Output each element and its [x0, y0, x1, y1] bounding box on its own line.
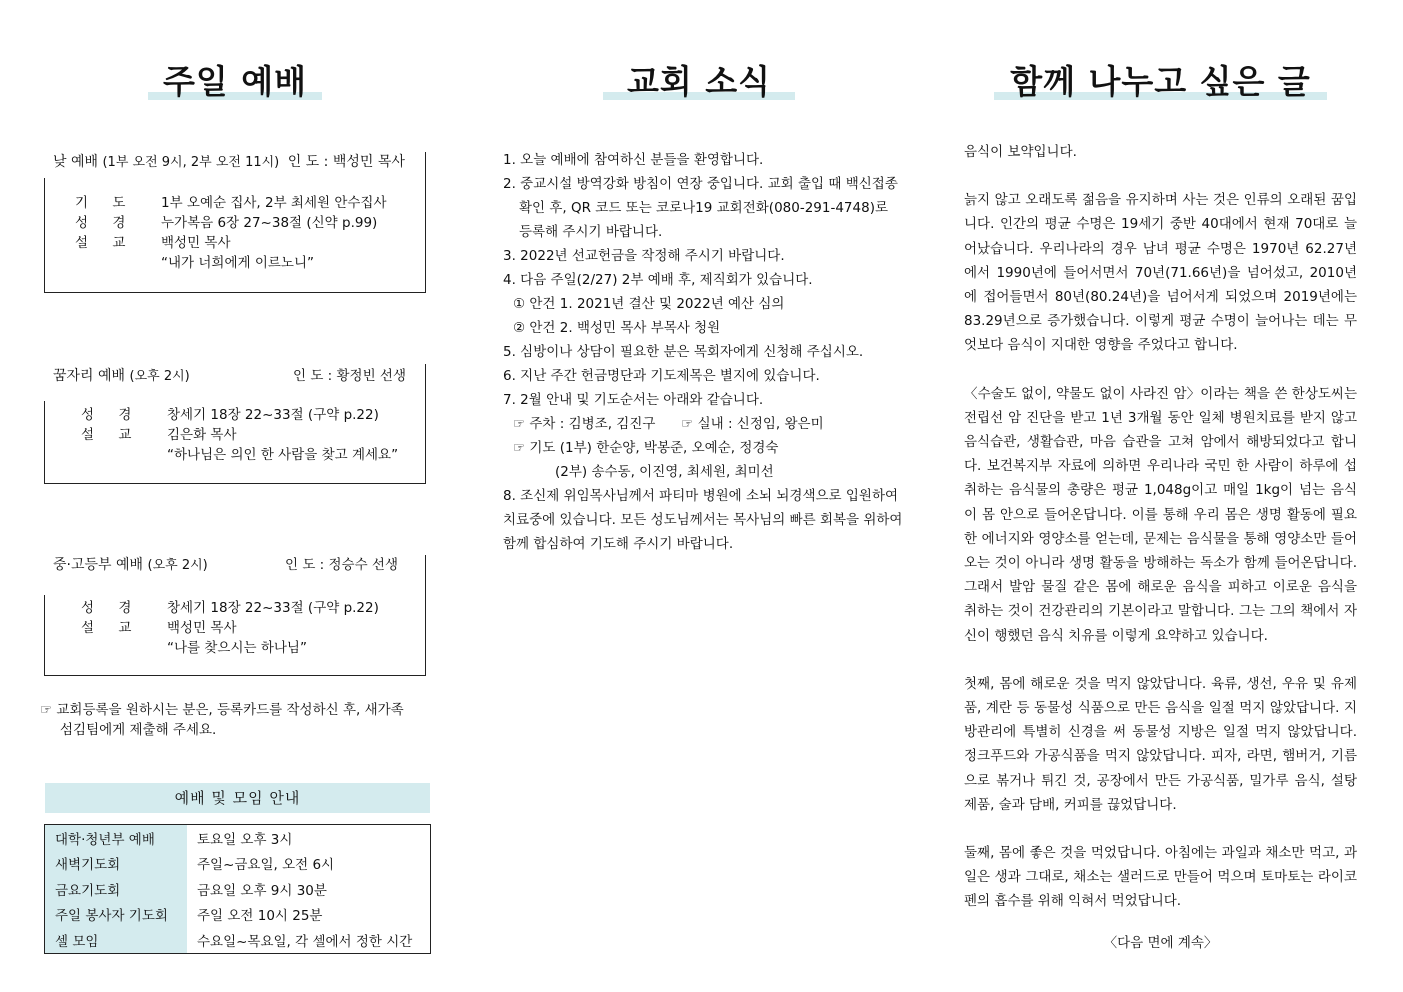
- row-scripture: [75, 213, 387, 233]
- news-line: 3. 2022년 선교헌금을 작정해 주시기 바랍니다.: [503, 248, 785, 264]
- heading-shared-writing: [994, 62, 1327, 102]
- news-line: 5. 심방이나 상담이 필요한 분은 목회자에게 신청해 주십시오.: [503, 344, 864, 360]
- guide-key: 셀 모임: [45, 927, 188, 953]
- row-key: 설 교: [81, 620, 142, 636]
- worship-time: (오후 2시): [147, 558, 208, 573]
- news-line: 2. 중교시설 방역강화 방침이 연장 중입니다. 교회 출입 때 백신접종: [503, 176, 898, 192]
- registration-note: [40, 700, 420, 740]
- news-line: ② 안건 2. 백성민 목사 부목사 청원: [513, 320, 721, 336]
- church-news-list: [503, 148, 903, 556]
- row-sermon-title: [75, 253, 387, 273]
- heading-title: 주일 예배: [162, 62, 307, 101]
- row-value: “하나님은 의인 한 사람을 찾고 계세요”: [167, 447, 399, 463]
- row-value: 김은화 목사: [167, 427, 237, 443]
- news-line: 함께 합심하여 기도해 주시기 바랍니다.: [503, 536, 734, 552]
- news-line: 4. 다음 주일(2/27) 2부 예배 후, 제직회가 있습니다.: [503, 272, 813, 288]
- row-value: 창세기 18장 22~33절 (구약 p.22): [167, 407, 379, 423]
- youth-worship-header: [44, 555, 426, 575]
- row-sermon: [75, 233, 387, 253]
- guide-value: 수요일~목요일, 각 셀에서 정한 시간: [197, 933, 413, 950]
- row-prayer: [75, 193, 387, 213]
- essay-paragraph: 음식이 보약입니다.: [964, 144, 1077, 160]
- box-border-left: [44, 595, 45, 676]
- row-key: 기 도: [75, 195, 136, 211]
- guide-table: [44, 824, 431, 954]
- heading-title: 함께 나누고 싶은 글: [1010, 62, 1311, 101]
- guide-value: 주일 오전 10시 25분: [197, 908, 323, 925]
- worship-time: (1부 오전 9시, 2부 오전 11시): [102, 155, 280, 170]
- row-scripture: [81, 405, 398, 425]
- row-value: “내가 너희에게 이르노니”: [161, 255, 314, 271]
- box-border-right: [425, 152, 426, 292]
- news-line: 등록해 주시기 바랍니다.: [519, 224, 663, 240]
- worship-title: 중·고등부 예배: [53, 557, 144, 573]
- row-key: 설 교: [75, 235, 136, 251]
- news-line: 1. 오늘 예배에 참여하신 분들을 환영합니다.: [503, 152, 764, 168]
- heading-sunday-worship: [148, 62, 322, 102]
- youth-worship-box: [44, 555, 426, 676]
- youth-worship-rows: [81, 598, 379, 658]
- heading-title: 교회 소식: [626, 62, 771, 101]
- worship-title: 꿈자리 예배: [53, 368, 126, 384]
- row-sermon-title: [81, 638, 379, 658]
- row-sermon: [81, 425, 398, 445]
- guide-key: 주일 봉사자 기도회: [45, 902, 188, 928]
- row-scripture: [81, 598, 379, 618]
- box-border-right: [425, 364, 426, 484]
- note-line: 섬김팀에게 제출해 주세요.: [60, 722, 217, 738]
- box-border-left: [44, 401, 45, 484]
- table-row: [45, 927, 431, 953]
- box-border-bottom: [44, 675, 426, 676]
- heading-church-news: [603, 62, 795, 102]
- row-value: 1부 오예순 집사, 2부 최세원 안수집사: [161, 195, 387, 211]
- guide-title: 예배 및 모임 안내: [45, 783, 430, 813]
- news-line: 6. 지난 주간 헌금명단과 기도제목은 별지에 있습니다.: [503, 368, 820, 384]
- day-worship-rows: [75, 193, 387, 273]
- dream-worship-rows: [81, 405, 398, 465]
- row-value: 창세기 18장 22~33절 (구약 p.22): [167, 600, 379, 616]
- worship-leader: 인 도 : 백성민 목사: [287, 154, 405, 170]
- news-line: ① 안건 1. 2021년 결산 및 2022년 예산 심의: [513, 296, 785, 312]
- row-value: 백성민 목사: [167, 620, 237, 636]
- row-value: 누가복음 6장 27~38절 (신약 p.99): [161, 215, 378, 231]
- table-row: [45, 851, 431, 877]
- table-row: [45, 825, 431, 851]
- news-line: (2부) 송수동, 이진영, 최세원, 최미선: [555, 464, 774, 480]
- day-worship-box: [44, 152, 426, 293]
- news-line: ☞ 기도 (1부) 한순양, 박봉준, 오예순, 정경숙: [513, 440, 779, 456]
- row-value: 백성민 목사: [161, 235, 231, 251]
- essay-paragraph: 〈수술도 없이, 약물도 없이 사라진 암〉이라는 책을 쓴 한상도씨는 전립선 암 진단을 받고 1년 3개월 동안 일체 병원치료를 받지 않고 음식습관, 생활습관, 마음 습관을 고쳐 암에서 해방되었다고 합니다. 보건복지부 자료에 의하면 우리나라 국민 한 사람이 하루에 섭취하는 음식물의 총량은 평균 1,048g이고 매일 1kg이 넘는 음식이 몸 안으로 들어온답니다. 이를 통해 우리 몸은 생명 활동에 필요한 에너지와 영양소를 얻는데, 문제는 음식물을 통해 영양소만 들어오는 것이 아니라 생명 활동을 방해하는 독소가 함께 들어온답니다. 그래서 발암 물질 같은 몸에 해로운 음식을 피하고 이로운 음식을 취하는 것이 건강관리의 기본이라고 말합니다. 그는 그의 책에서 자신이 행했던 음식 치유를 이렇게 요약하고 있습니다.: [964, 385, 1357, 644]
- day-worship-header: [44, 152, 426, 172]
- essay-paragraph: 둘째, 몸에 좋은 것을 먹었답니다. 아침에는 과일과 채소만 먹고, 과일은 생과 그대로, 채소는 샐러드로 만들어 먹으며 토마토는 라이코펜의 흡수를 위해 익혀서 먹었답니다.: [964, 845, 1357, 910]
- continued-note: 〈다음 면에 계속〉: [1103, 935, 1218, 951]
- news-line: 치료중에 있습니다. 모든 성도님께서는 목사님의 빠른 회복을 위하여: [503, 512, 903, 528]
- guide-key: 대학·청년부 예배: [45, 825, 188, 851]
- row-key: 성 경: [81, 600, 142, 616]
- table-row: [45, 876, 431, 902]
- shared-essay: [964, 140, 1357, 914]
- news-line: 7. 2월 안내 및 기도순서는 아래와 같습니다.: [503, 392, 764, 408]
- news-line: 8. 조신제 위임목사님께서 파티마 병원에 소뇌 뇌경색으로 입원하여: [503, 488, 899, 504]
- worship-leader: 인 도 : 정승수 선생: [284, 557, 398, 573]
- worship-time: (오후 2시): [129, 369, 190, 384]
- row-sermon: [81, 618, 379, 638]
- worship-title: 낮 예배: [53, 154, 99, 170]
- guide-value: 주일~금요일, 오전 6시: [197, 857, 335, 874]
- box-border-left: [44, 178, 45, 292]
- row-key: 설 교: [81, 427, 142, 443]
- row-key: 성 경: [81, 407, 142, 423]
- dream-worship-header: [44, 366, 426, 386]
- worship-leader: 인 도 : 황정빈 선생: [292, 368, 406, 384]
- note-line: ☞ 교회등록을 원하시는 분은, 등록카드를 작성하신 후, 새가족: [40, 702, 404, 718]
- news-line: 확인 후, QR 코드 또는 코로나19 교회전화(080-291-4748)로: [519, 200, 889, 216]
- table-row: [45, 902, 431, 928]
- box-border-right: [425, 555, 426, 676]
- row-sermon-title: [81, 445, 398, 465]
- guide-key: 금요기도회: [45, 876, 188, 902]
- box-border-bottom: [44, 483, 426, 484]
- row-value: “나를 찾으시는 하나님”: [167, 640, 307, 656]
- guide-value: 토요일 오후 3시: [197, 831, 293, 848]
- row-key: 성 경: [75, 215, 136, 231]
- essay-paragraph: 늙지 않고 오래도록 젊음을 유지하며 사는 것은 인류의 오래된 꿈입니다. 인간의 평균 수명은 19세기 중반 40대에서 현재 70대로 늘어났습니다. 우리나라의 경우 남녀 평균 수명은 1970년 62.27년에서 1990년에 들어서면서 70년(71.66년)을 넘어섰고, 2010년에 접어들면서 80년(80.24년)을 넘어서게 되었으며 2019년에는 83.29년으로 증가했습니다. 이렇게 평균 수명이 늘어나는 데는 무엇보다 음식이 지대한 영향을 주었다고 합니다.: [964, 192, 1357, 354]
- guide-value: 금요일 오후 9시 30분: [197, 882, 327, 899]
- box-border-bottom: [44, 292, 426, 293]
- dream-worship-box: [44, 364, 426, 484]
- essay-paragraph: 첫째, 몸에 해로운 것을 먹지 않았답니다. 육류, 생선, 우유 및 유제품, 계란 등 동물성 식품으로 만든 음식을 일절 먹지 않았답니다. 지방관리에 특별히 신경을 써 동물성 지방은 일절 먹지 않았답니다. 정크푸드와 가공식품을 먹지 않았답니다. 피자, 라면, 햄버거, 기름으로 볶거나 튀긴 것, 공장에서 만든 가공식품, 밀가루 음식, 설탕 제품, 술과 담배, 커피를 끊었답니다.: [964, 675, 1357, 813]
- guide-key: 새벽기도회: [45, 851, 188, 877]
- news-line: ☞ 주차 : 김병조, 김진구 ☞ 실내 : 신정임, 왕은미: [513, 416, 824, 432]
